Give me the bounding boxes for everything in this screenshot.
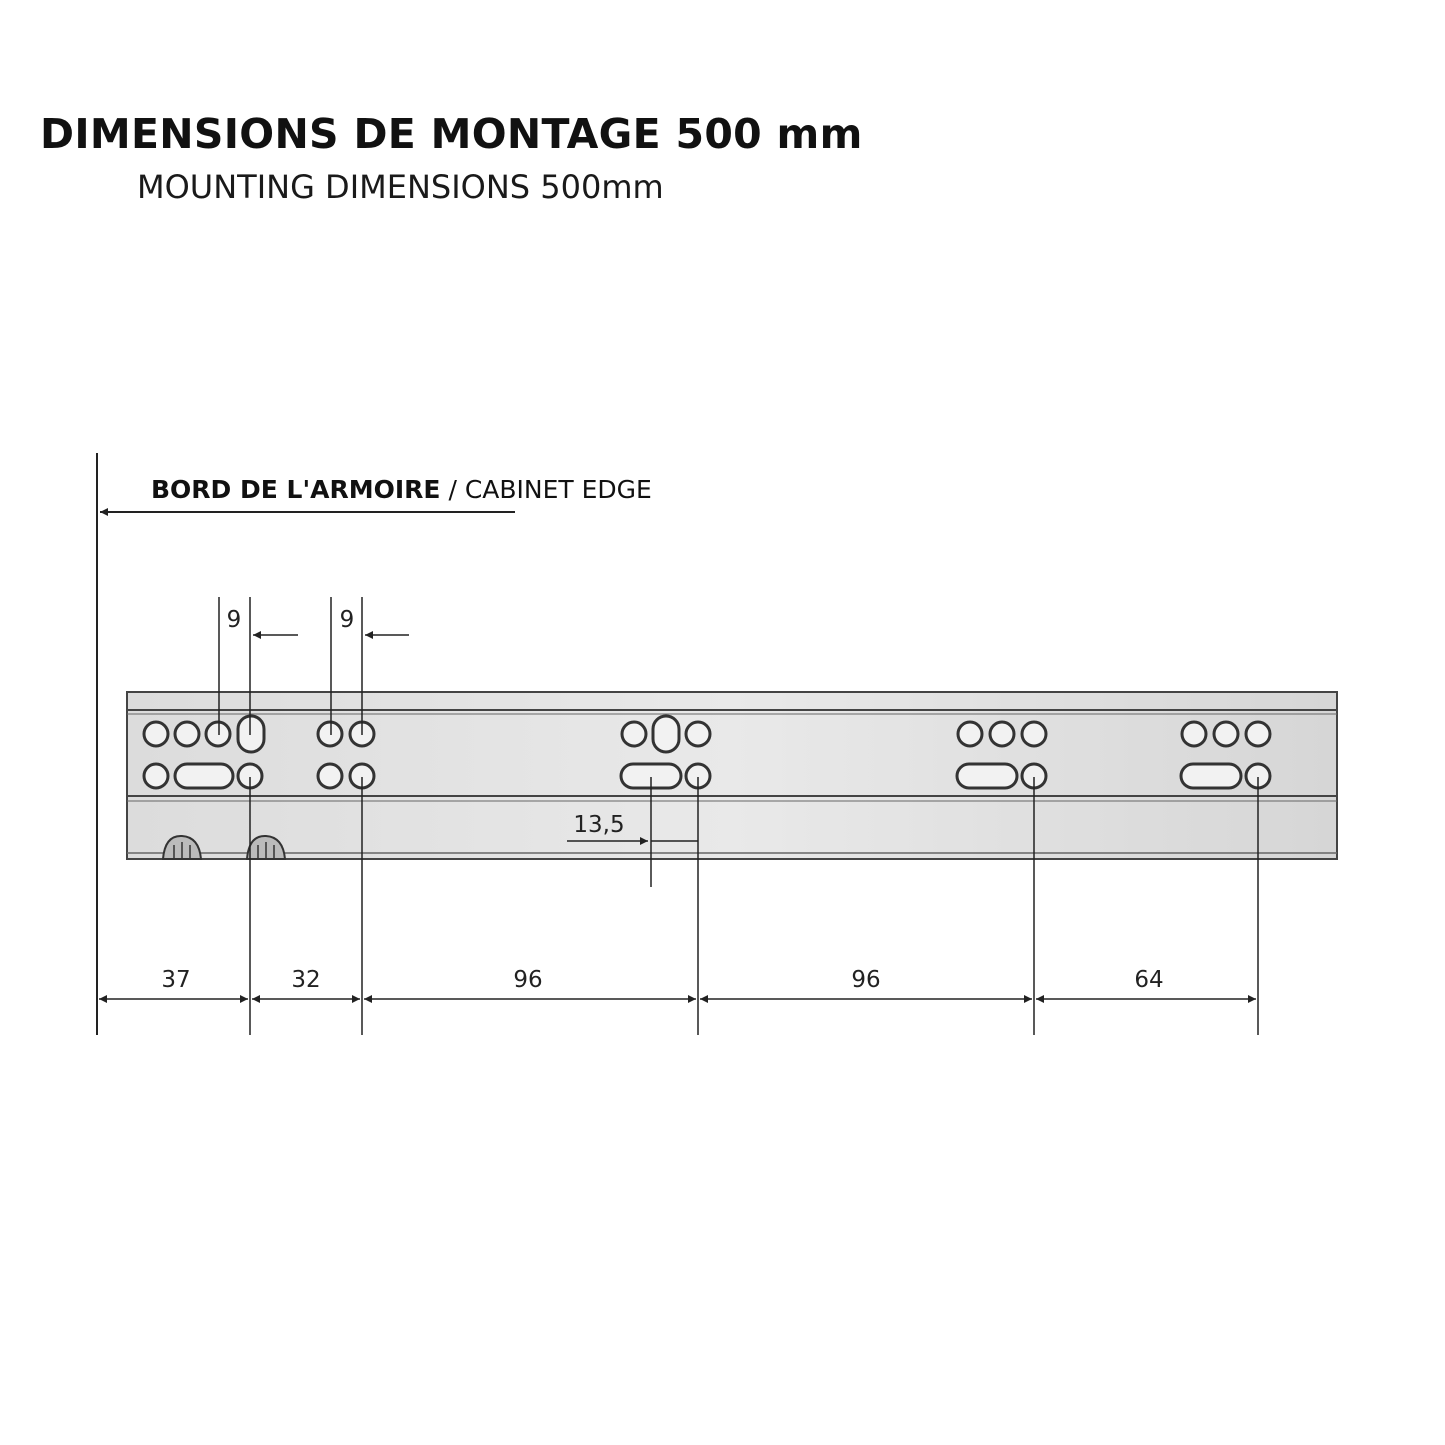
cabinet-edge-label-fr: BORD DE L'ARMOIRE (151, 475, 441, 504)
dimension-label-spacing: 64 (1134, 967, 1164, 993)
page-title: DIMENSIONS DE MONTAGE 500 mm (40, 110, 863, 158)
page-subtitle: MOUNTING DIMENSIONS 500mm (137, 168, 664, 206)
dimension-label-spacing: 96 (851, 967, 881, 993)
dimension-label-spacing: 96 (513, 967, 543, 993)
drawer-slide-rail (127, 692, 1337, 859)
cabinet-edge-separator: / (440, 475, 465, 504)
dimension-label-9-second: 9 (339, 607, 355, 633)
cabinet-edge-label-en: CABINET EDGE (464, 475, 652, 504)
dimension-label-spacing: 32 (291, 967, 321, 993)
dimension-label-spacing: 37 (161, 967, 191, 993)
dimension-label-9-first: 9 (226, 607, 242, 633)
dimension-label-13-5: 13,5 (573, 812, 625, 838)
